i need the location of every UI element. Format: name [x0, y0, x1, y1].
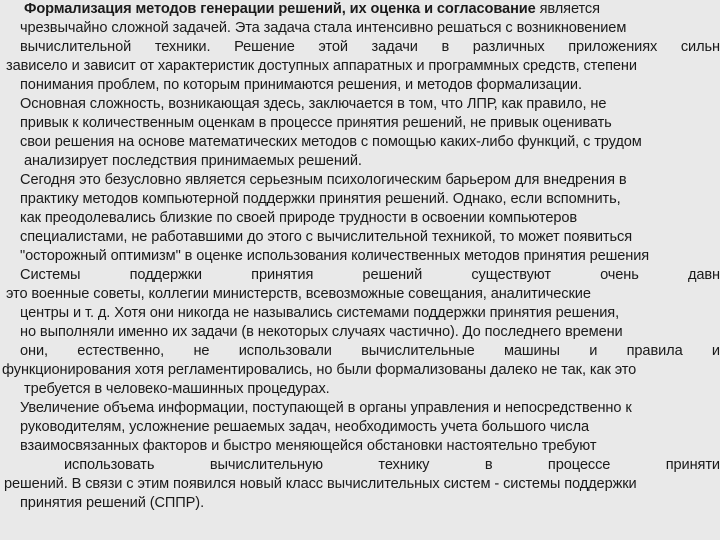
text-line-17: центры и т. д. Хотя они никогда не назывались системами поддержки принятия решения, [20, 305, 620, 321]
text-line-8: свои решения на основе математических методов с помощью каких-либо функций, с трудом [20, 134, 642, 150]
text-line-3 [20, 38, 720, 57]
word: давн [687, 267, 720, 283]
text-line-26: решений. В связи с этим появился новый класс вычислительных систем - системы поддержки [4, 476, 637, 492]
word: не [193, 343, 210, 359]
text-line-25 [64, 456, 720, 475]
word: приняти [665, 457, 720, 473]
text-line-16: это военные советы, коллегии министерств, всевозможные совещания, аналитические [6, 286, 591, 302]
text-line-14: "осторожный оптимизм" в оценке использования количественных методов принятия решения [20, 248, 650, 264]
text-line-20: функционирования хотя регламентировались, но были формализованы далеко не так, как это [2, 362, 637, 378]
word: в [484, 457, 493, 473]
text-line-7: привык к количественным оценкам в процессе принятия решений, не привык оценивать [20, 115, 612, 131]
text-line-27: принятия решений (СППР). [20, 495, 205, 511]
word: они, [20, 343, 48, 359]
text-line-24: взаимосвязанных факторов и быстро меняющейся обстановки настоятельно требуют [20, 438, 597, 454]
text-span: является [535, 1, 600, 17]
text-line-5: понимания проблем, по которым принимаются решения, и методов формализации. [20, 77, 582, 93]
word: очень [600, 267, 639, 283]
text-line-15 [20, 266, 720, 285]
word: правила [626, 343, 683, 359]
word: и [589, 343, 598, 359]
text-line-19 [20, 342, 720, 361]
text-line-1 [24, 0, 600, 19]
word: существуют [471, 267, 551, 283]
word: поддержки [129, 267, 202, 283]
text-line-18: но выполняли именно их задачи (в некоторых случаях частично). До последнего времени [20, 324, 623, 340]
text-line-6: Основная сложность, возникающая здесь, заключается в том, что ЛПР, как правило, не [20, 96, 607, 112]
word: технику [378, 457, 430, 473]
text-line-10: Сегодня это безусловно является серьезным психологическим барьером для внедрения в [20, 172, 627, 188]
text-line-23: руководителям, усложнение решаемых задач, необходимость учета большого числа [20, 419, 590, 435]
word: принятия [251, 267, 314, 283]
text-line-11: практику методов компьютерной поддержки принятия решений. Однако, если вспомнить, [20, 191, 621, 207]
word: этой [318, 39, 348, 55]
text-line-9: анализирует последствия принимаемых решений. [24, 153, 362, 169]
word: решений [362, 267, 423, 283]
text-line-4: зависело и зависит от характеристик доступных аппаратных и программных средств, степени [6, 58, 637, 74]
word: вычислительную [209, 457, 323, 473]
word: процессе [547, 457, 611, 473]
word: использовали [238, 343, 332, 359]
text-line-21: требуется в человеко-машинных процедурах. [24, 381, 330, 397]
text-line-12: как преодолевались близкие по своей природе трудности в освоении компьютеров [20, 210, 578, 226]
word: вычислительной [20, 39, 132, 55]
text-line-13: специалистами, не работавшими до этого с вычислительной техникой, то может появиться [20, 229, 633, 245]
bold-heading: Формализация методов генерации решений, их оценка и согласование [24, 1, 536, 17]
word: сильн [680, 39, 720, 55]
word: использовать [64, 457, 155, 473]
word: Системы [20, 267, 81, 283]
word: техники. [154, 39, 211, 55]
word: и [711, 343, 720, 359]
text-line-2: чрезвычайно сложной задачей. Эта задача стала интенсивно решаться с возникновением [20, 20, 627, 36]
word: задачи [371, 39, 418, 55]
word: в [441, 39, 450, 55]
text-line-22: Увеличение объема информации, поступающей в органы управления и непосредственно к [20, 400, 632, 416]
word: приложениях [568, 39, 658, 55]
word: Решение [234, 39, 295, 55]
word: машины [503, 343, 560, 359]
word: естественно, [77, 343, 165, 359]
word: различных [472, 39, 545, 55]
word: вычислительные [361, 343, 475, 359]
